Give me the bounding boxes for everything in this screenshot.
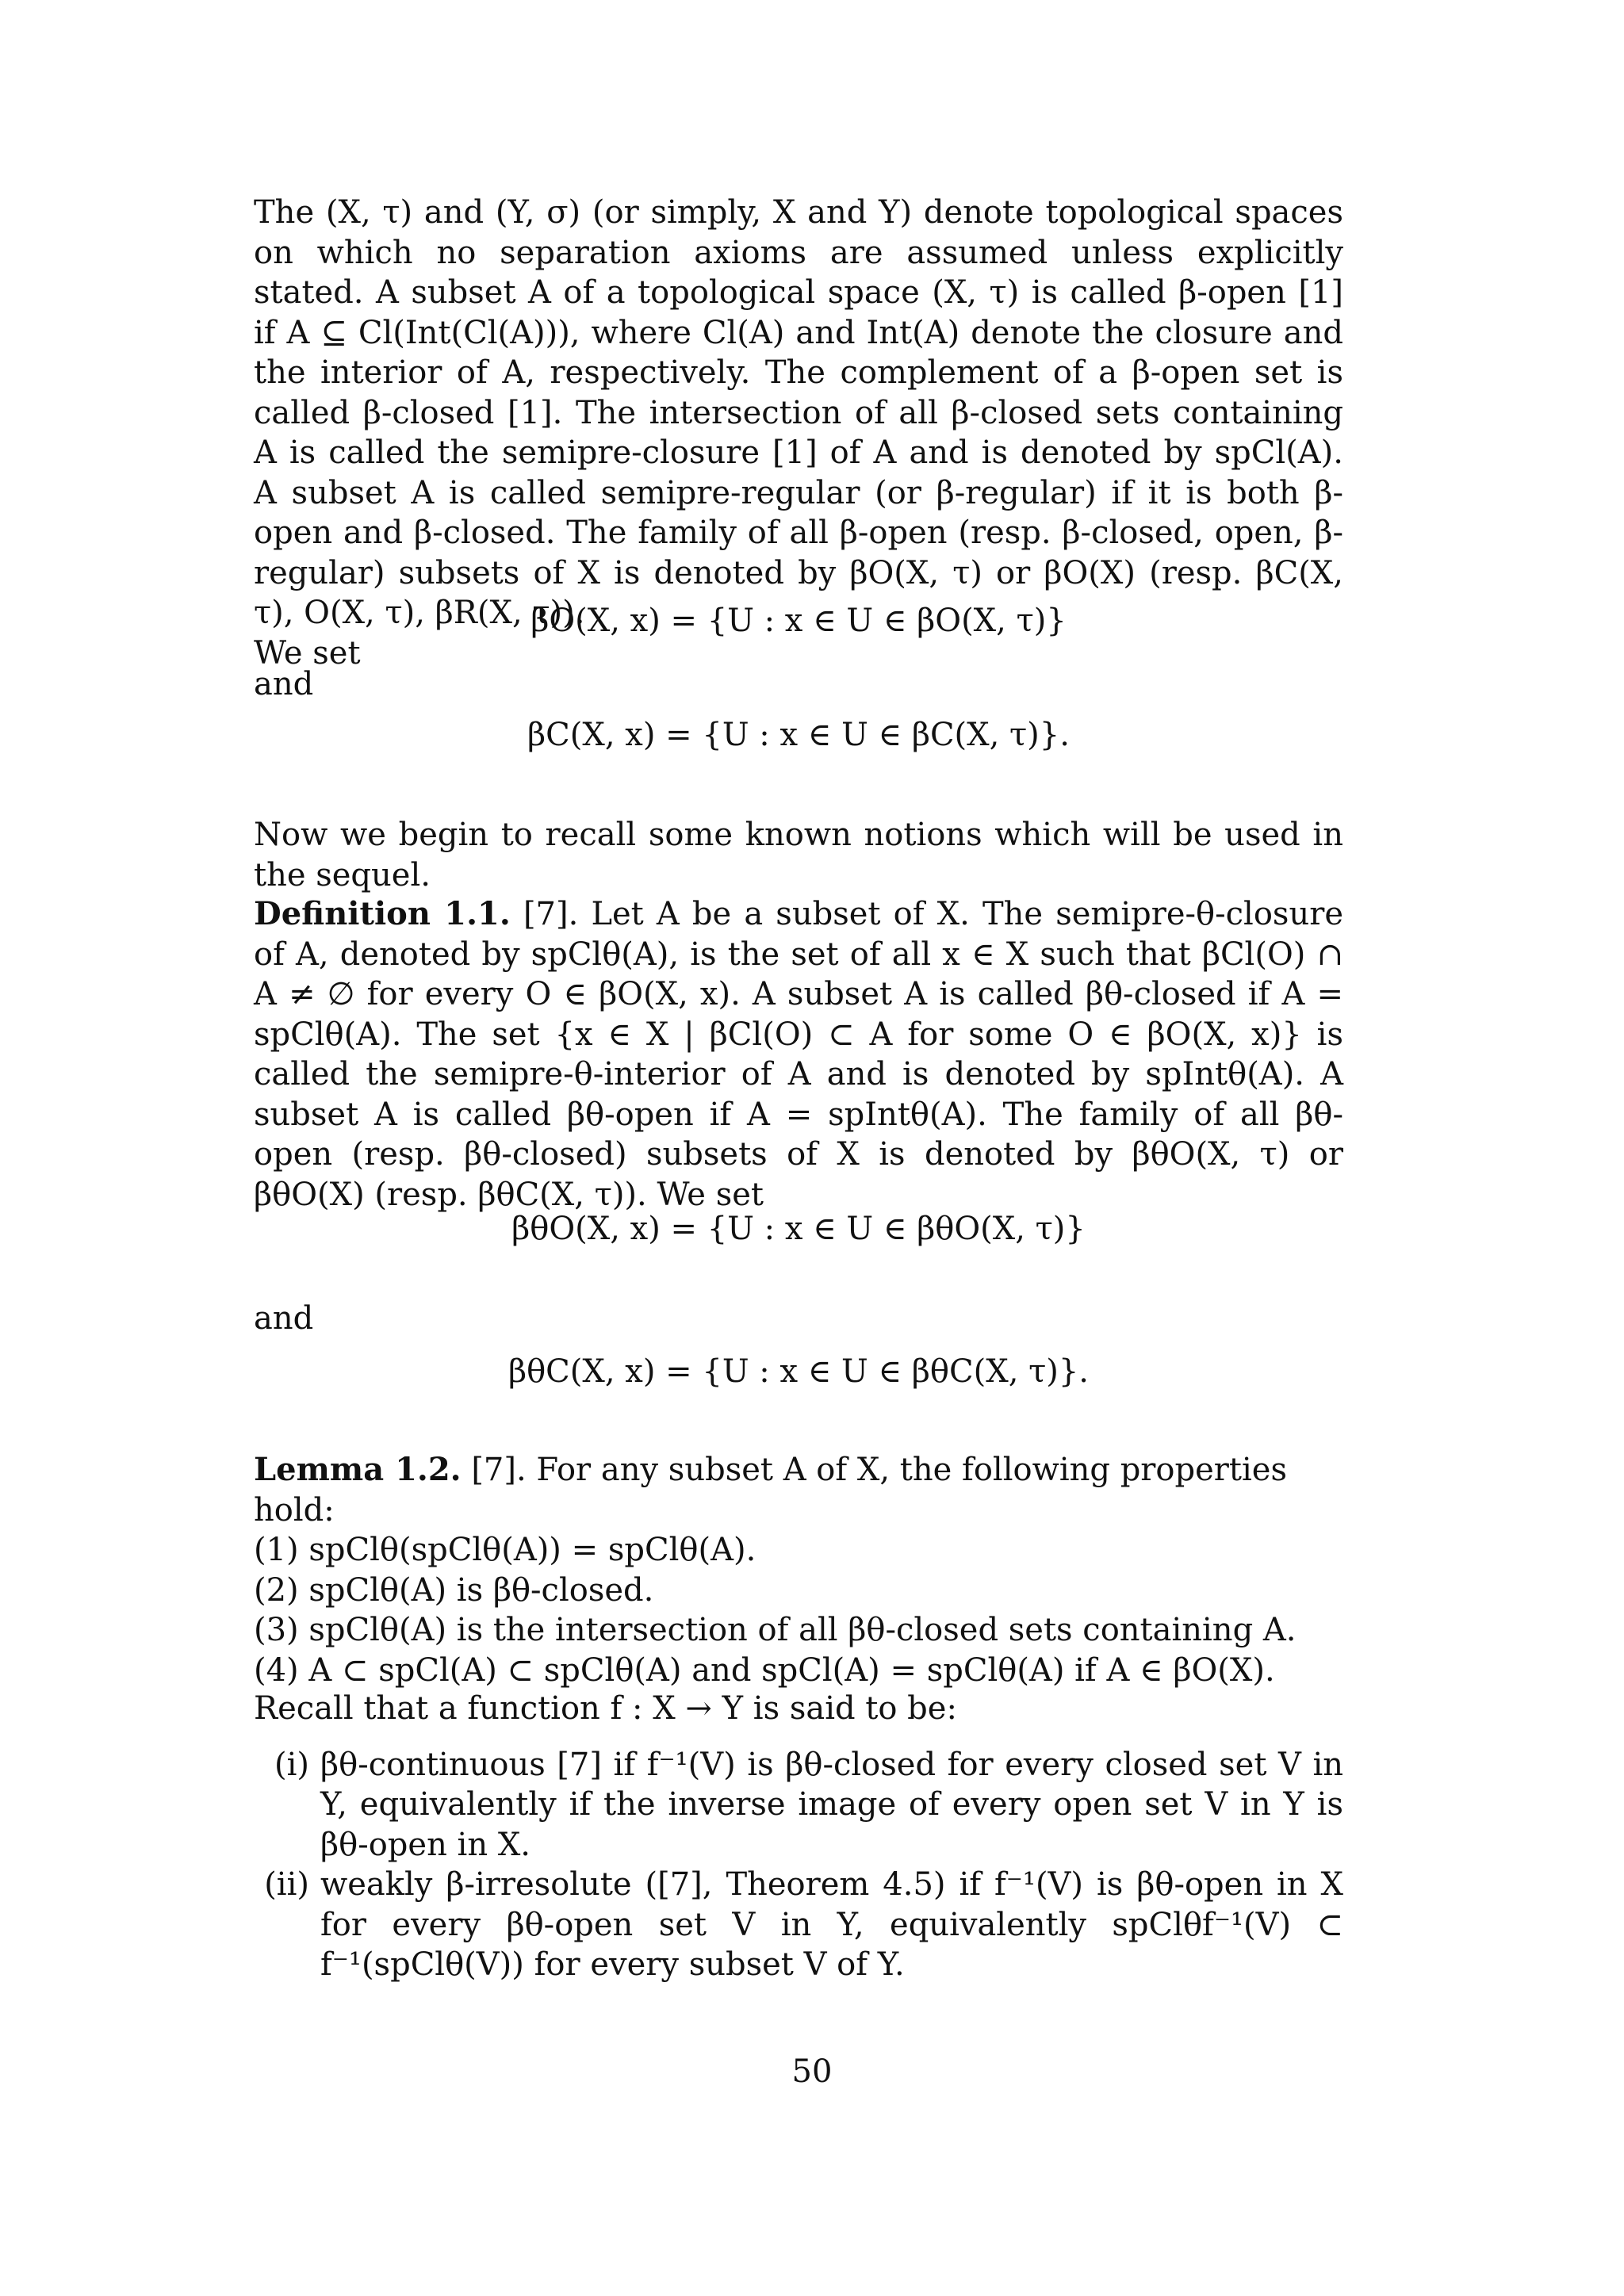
definition-display-2 bbox=[254, 1352, 1343, 1392]
function-section bbox=[254, 1689, 1343, 1985]
display-equation: βθO(X, x) = {U : x ∈ U ∈ βθO(X, τ)} bbox=[511, 1211, 1086, 1247]
intro-display-2 bbox=[254, 715, 1343, 756]
and-text: and bbox=[254, 666, 314, 702]
list-item bbox=[254, 1865, 1343, 1985]
intro-display-1 bbox=[254, 601, 1343, 641]
we-set-text: We set bbox=[254, 634, 361, 672]
recall-sentence bbox=[254, 815, 1343, 895]
recall-text: Now we begin to recall some known notions which will be used in the sequel. bbox=[254, 817, 1343, 894]
lemma-item: (1) spClθ(spClθ(A)) = spClθ(A). bbox=[254, 1532, 756, 1568]
display-equation: βC(X, x) = {U : x ∈ U ∈ βC(X, τ)}. bbox=[527, 717, 1070, 753]
definition-display-1 bbox=[254, 1209, 1343, 1249]
function-list bbox=[254, 1745, 1343, 1985]
definition-1-1 bbox=[254, 894, 1343, 1215]
lemma-label: Lemma 1.2. bbox=[254, 1451, 462, 1488]
page-number: 50 bbox=[791, 2053, 833, 2090]
lemma-1-2 bbox=[254, 1450, 1343, 1690]
lemma-item: (4) A ⊂ spCl(A) ⊂ spClθ(A) and spCl(A) = spClθ(A) if A ∈ βO(X). bbox=[254, 1651, 1275, 1689]
function-intro: Recall that a function f : X → Y is said to be: bbox=[254, 1690, 957, 1727]
definition-and bbox=[254, 1299, 1343, 1339]
display-equation: βO(X, x) = {U : x ∈ U ∈ βO(X, τ)} bbox=[530, 603, 1067, 639]
lemma-item: (3) spClθ(A) is the intersection of all βθ-closed sets containing A. bbox=[254, 1612, 1297, 1648]
lemma-text: [7]. For any subset A of X, the following properties hold: bbox=[254, 1452, 1287, 1529]
intro-and-1 bbox=[254, 664, 1343, 705]
definition-label: Definition 1.1. bbox=[254, 895, 511, 932]
definition-text: [7]. Let A be a subset of X. The semipre-θ-closure of A, denoted by spClθ(A), is the set of all x ∈ X such that βCl(O) ∩ A ≠ ∅ for every O ∈ βO(X, x). A subset A is called βθ-closed if A = spClθ(A). The set {x ∈ X | βCl(O) ⊂ A for some O ∈ βO(X, x)} is called the semipre-θ-interior of A and is denoted by spIntθ(A). A subset A is called βθ-open if A = spIntθ(A). The family of all βθ-open (resp. βθ-closed) subsets of X is denoted by βθO(X, τ) or βθO(X) (resp. βθC(X, τ)). We set bbox=[254, 896, 1344, 1213]
list-item bbox=[254, 1745, 1343, 1866]
display-equation: βθC(X, x) = {U : x ∈ U ∈ βθC(X, τ)}. bbox=[508, 1353, 1090, 1390]
intro-paragraph: The (X, τ) and (Y, σ) (or simply, X and Y) denote topological spaces on which no separation axioms are assumed unless explicitly stated. A subset A of a topological space (X, τ) is called β-open [1] if A ⊆ Cl(Int(Cl(A))), where Cl(A) and Int(A) denote the closure and the interior of A, respectively. The complement of a β-open set is called β-closed [1]. The intersection of all β-closed sets containing A is called the semipre-closure [1] of A and is denoted by spCl(A). A subset A is called semipre-regular (or β-regular) if it is both β-open and β-closed. The family of all β-open (resp. β-closed, open, β-regular) subsets of X is denoted by βO(X, τ) or βO(X) (resp. βC(X, τ), O(X, τ), βR(X, τ)). bbox=[254, 194, 1343, 631]
lemma-item: (2) spClθ(A) is βθ-closed. bbox=[254, 1571, 654, 1609]
item-number: (ii) bbox=[264, 1866, 309, 1903]
and-text: and bbox=[254, 1300, 314, 1337]
item-text: βθ-continuous [7] if f⁻¹(V) is βθ-closed for every closed set V in Y, equivalently if the inverse image of every open set V in Y is βθ-open in X. bbox=[320, 1746, 1343, 1863]
item-number: (i) bbox=[274, 1746, 309, 1783]
item-text: weakly β-irresolute ([7], Theorem 4.5) if f⁻¹(V) is βθ-open in X for every βθ-open set V in Y, equivalently spClθf⁻¹(V) ⊂ f⁻¹(spClθ(V)) for every subset V of Y. bbox=[320, 1866, 1343, 1983]
